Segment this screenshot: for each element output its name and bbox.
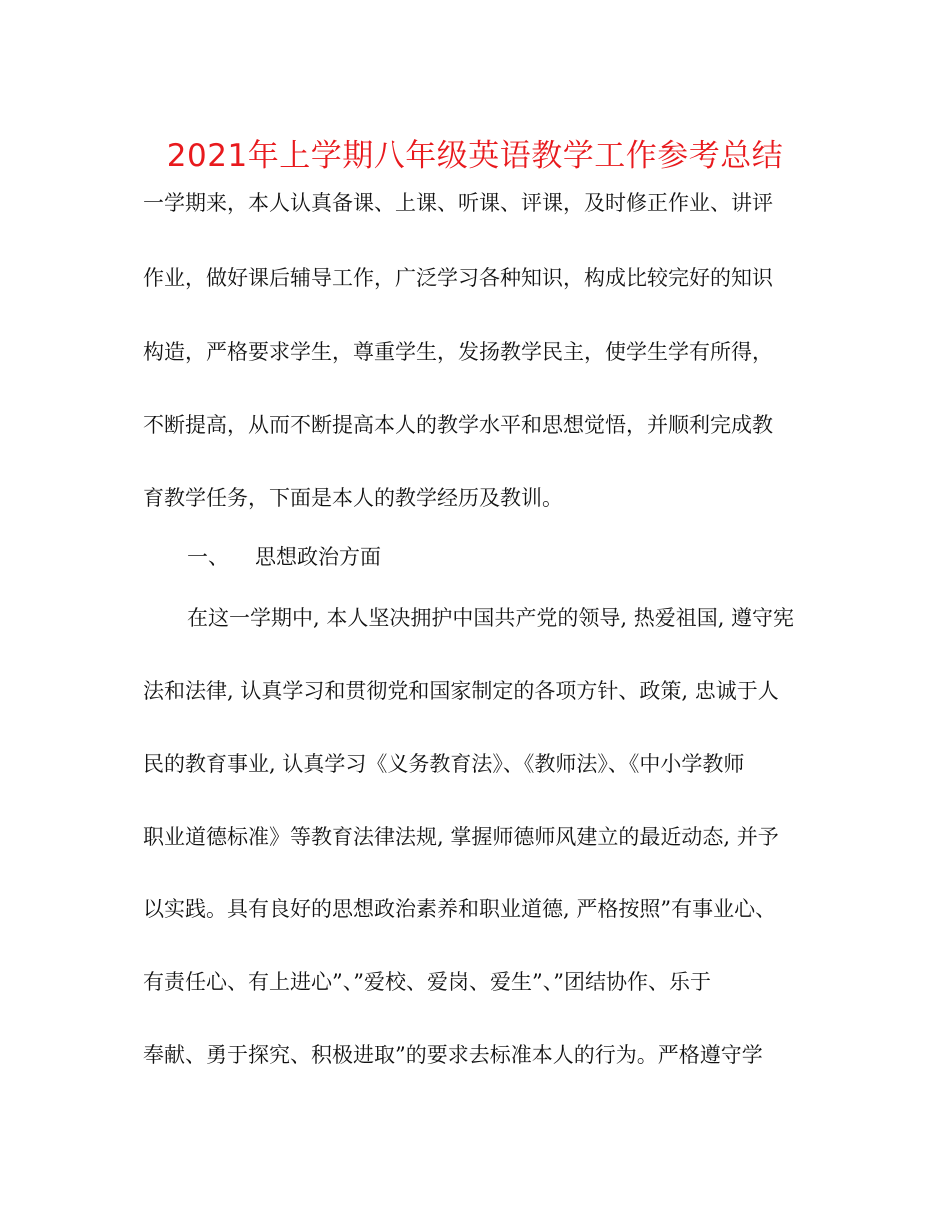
paragraph-line: 育教学任务，下面是本人的教学经历及教训。 (143, 486, 563, 510)
section-number: 一、 (187, 545, 229, 569)
paragraph-line: 有责任心、有上进心”、”爱校、爱岗、爱生”、”团结协作、乐于 (143, 970, 711, 994)
paragraph-line: 法和法律, 认真学习和贯彻党和国家制定的各项方针、政策, 忠诚于人 (143, 679, 779, 703)
paragraph-line: 不断提高，从而不断提高本人的教学水平和思想觉悟，并顺利完成教 (143, 413, 773, 437)
paragraph-line: 职业道德标准》等教育法律法规, 掌握师德师风建立的最近动态, 并予 (143, 825, 779, 849)
section-title: 思想政治方面 (255, 545, 381, 569)
paragraph-line: 作业，做好课后辅导工作，广泛学习各种知识，构成比较完好的知识 (143, 266, 773, 290)
paragraph-line: 一学期来，本人认真备课、上课、听课、评课，及时修正作业、讲评 (143, 191, 773, 215)
document-title: 2021年上学期八年级英语教学工作参考总结 (166, 138, 784, 174)
paragraph-line: 以实践。具有良好的思想政治素养和职业道德, 严格按照”有事业心、 (143, 897, 777, 921)
paragraph-line: 民的教育事业, 认真学习《义务教育法》、《教师法》、《中小学教师 (143, 752, 745, 776)
paragraph-line: 在这一学期中, 本人坚决拥护中国共产党的领导, 热爱祖国, 遵守宪 (187, 606, 795, 630)
section-heading (187, 543, 381, 571)
paragraph-line: 奉献、勇于探究、积极进取”的要求去标准本人的行为。严格遵守学 (143, 1043, 763, 1067)
paragraph-line: 构造，严格要求学生，尊重学生，发扬教学民主，使学生学有所得， (143, 340, 773, 364)
